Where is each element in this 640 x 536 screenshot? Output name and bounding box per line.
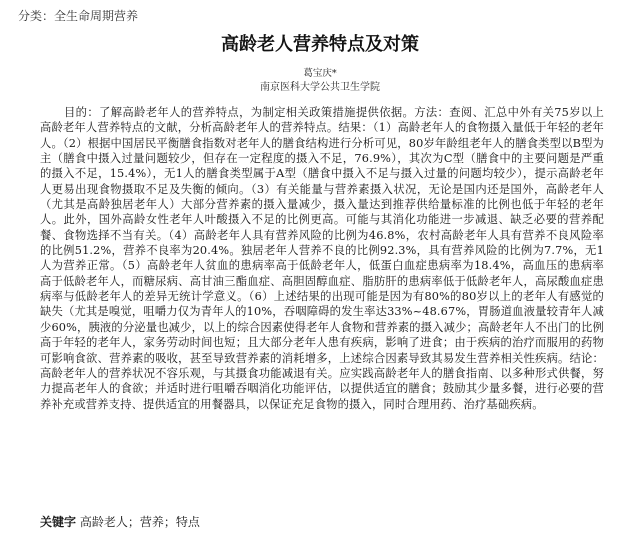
paper-title: 高龄老人营养特点及对策: [221, 34, 419, 55]
abstract-text: 目的：了解高龄老年人的营养特点，为制定相关政策措施提供依据。方法：查阅、汇总中外有关75岁以上高龄老年人营养特点的文献，分析高龄老年人的营养特点。结果：（1）高龄老年人的食物摄入量低于年轻的老年人。（2）根据中国居民平衡膳食指数对老年人的膳食结构进行分析可见，80岁年龄组老年人的膳食类型以B型为主（膳食中摄入过量问题较少，但存在一定程度的摄入不足，76.9%），其次为C型（膳食中的主要问题是严重的摄入不足，15.4%），无1人的膳食类型属于A型（膳食中摄入不足与摄入过量的问题均较少），提示高龄老年人更易出现食物摄取不足及失衡的倾向。（3）有关能量与营养素摄入状况，无论是国内还是国外，高龄老年人（尤其是高龄独居老年人）大部分营养素的摄入量减少，摄入量达到推荐供给量标准的比例也低于年轻的老年人。此外，国外高龄女性老年人叶酸摄入不足的比例更高。可能与其消化功能进一步减退、缺乏必要的营养配餐、食物选择不当有关。（4）高龄老年人具有营养风险的比例为46.8%，农村高龄老年人具有营养不良风险率的比例51.2%，营养不良率为20.4%。独居老年人营养不良的比例92.3%，具有营养风险的比例为7.7%，无1人为营养正常。（5）高龄老年人贫血的患病率高于低龄老年人，低蛋白血症患病率为18.4%，高血压的患病率高于低龄老年人，而糖尿病、高甘油三酯血症、高胆固醇血症、脂肪肝的患病率低于低龄老年人，高尿酸血症患病率与低龄老年人的差异无统计学意义。（6）上述结果的出现可能是因为有80%的80岁以上的老年人有感觉的缺失（尤其是嗅觉，咀嚼力仅为青年人的10%，吞咽障碍的发生率达33%~48.67%，胃肠道血液量较青年人减少60%，胰液的分泌量也减少，以上的综合因素使得老年人食物和营养素的摄入减少；高龄老年人不出门的比例高于年轻的老年人，家务劳动时间也短；且大部分老年人患有疾病，影响了进食；由于疾病的治疗而服用的药物可影响食欲、营养素的吸收，甚至导致营养素的消耗增多，上述综合因素导致其易发生营养相关性疾病。结论：高龄老年人的营养状况不容乐观，与其摄食功能减退有关。应实践高龄老年人的膳食指南、以多种形式供餐，努力提高老年人的食欲；并适时进行咀嚼吞咽消化功能评估，以提供适宜的膳食；鼓励其少量多餐，进行必要的营养补充或营养支持、提供适宜的用餐器具，以保证充足食物的摄入，同时合理用药、治疗基础疾病。: [40, 106, 604, 411]
keywords-terms: 高龄老人；营养；特点: [79, 515, 200, 529]
keywords-line: [40, 514, 200, 530]
abstract-section: [40, 105, 604, 495]
author-affiliation: 南京医科大学公共卫生学院: [260, 82, 380, 93]
author-name: 葛宝庆*: [303, 68, 337, 79]
category-label: 分类：全生命周期营养: [18, 9, 139, 23]
keywords-label: 关键字: [40, 515, 77, 529]
